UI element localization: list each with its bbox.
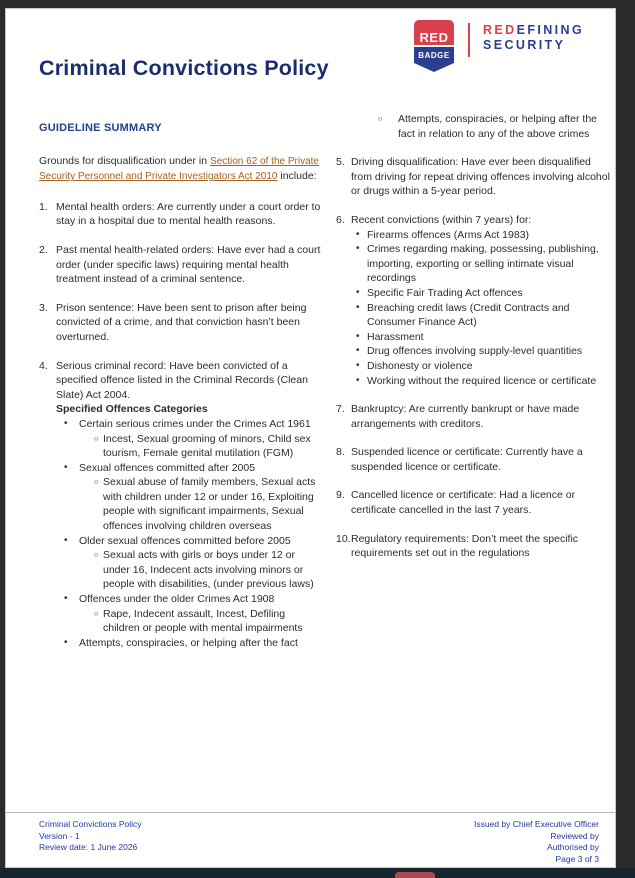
item-text: Harassment <box>367 330 424 343</box>
item-text: Sexual acts with girls or boys under 12 or under 16, Indecent acts involving minors or people with disabilities, (under previous laws) <box>103 549 314 591</box>
dot-bullet-icon: • <box>356 286 360 298</box>
dot-bullet-icon: • <box>356 345 360 357</box>
item-text: Sexual abuse of family members, Sexual acts with children under 12 or under 16, Exploiting people with significant impairments, Sexual offences involving children overseas <box>103 476 316 533</box>
item-text: Offences under the older Crimes Act 1908 <box>79 593 275 606</box>
item-body <box>56 200 324 229</box>
logo-divider <box>468 23 470 57</box>
item-text: Driving disqualification: Have ever been disqualified from driving for repeat driving offences involving alcohol or drugs within a 5-year period. <box>351 156 610 198</box>
item-number: 6. <box>336 213 345 226</box>
footer-right-block <box>474 819 599 865</box>
dot-bullet-icon: • <box>356 359 360 371</box>
red-badge-logo <box>414 20 584 72</box>
item-body <box>103 475 324 533</box>
dot-bullet-icon: • <box>64 636 68 648</box>
item-text: Firearms offences (Arms Act 1983) <box>367 228 530 241</box>
item-text: Incest, Sexual grooming of minors, Child sex tourism, Female genital mutilation (FGM) <box>103 432 311 460</box>
circle-bullet-icon: ○ <box>378 114 383 123</box>
circle-bullet-icon: ○ <box>94 608 99 618</box>
item-text: Breaching credit laws (Credit Contracts and Consumer Finance Act) <box>367 301 570 329</box>
item-text: Working without the required licence or certificate <box>367 374 597 387</box>
numbered-item <box>336 213 612 388</box>
bullet-item <box>356 374 612 389</box>
item-number: 4. <box>39 359 48 372</box>
bullet-item <box>356 330 612 345</box>
numbered-item <box>336 155 612 199</box>
item-body <box>398 112 612 141</box>
footer-left-block <box>39 819 142 865</box>
item-body <box>351 155 612 199</box>
item-body <box>367 301 612 330</box>
footer-line: Issued by Chief Executive Officer <box>473 819 599 829</box>
item-body <box>351 488 612 517</box>
footer-divider <box>6 812 615 813</box>
item-body <box>79 417 324 461</box>
item-text: Mental health orders: Are currently under a court order to stay in a hospital due to mental health reasons. <box>56 200 321 228</box>
shield-point <box>414 63 454 72</box>
item-text: Dishonesty or violence <box>367 359 473 372</box>
item-body <box>79 636 324 651</box>
item-body <box>103 432 324 461</box>
intro-paragraph <box>39 154 324 185</box>
circle-bullet-icon: ○ <box>94 477 99 487</box>
item-number: 8. <box>336 446 345 459</box>
intro-prefix: Grounds for disqualification under in <box>39 154 211 167</box>
bullet-item <box>64 636 324 651</box>
item-text: Suspended licence or certificate: Currently have a suspended licence or certificate. <box>351 446 583 473</box>
bullet-item <box>64 534 324 592</box>
numbered-item <box>39 200 324 229</box>
right-list <box>336 112 612 561</box>
bullet-item <box>356 228 612 243</box>
bullet-item <box>94 607 324 636</box>
tagline-line2: SECURITY <box>483 38 566 52</box>
item-text: Past mental health-related orders: Have ever had a court order (under specific laws) requiring mental health treatment instead of a criminal sentence. <box>56 243 321 286</box>
item-body <box>103 548 324 592</box>
item-text: Specific Fair Trading Act offences <box>367 286 523 299</box>
item-body <box>56 243 324 287</box>
numbered-item <box>39 359 324 651</box>
item-body <box>351 532 612 561</box>
page-gap-band <box>0 868 635 878</box>
item-number: 1. <box>39 200 48 213</box>
left-column <box>39 121 324 664</box>
item-body <box>79 461 324 534</box>
item-body <box>367 242 612 286</box>
item-text: Crimes regarding making, possessing, publishing, importing, exporting or selling intimate visual recordings <box>367 243 599 285</box>
footer-line: Reviewed by <box>550 830 599 841</box>
bullet-item <box>356 344 612 359</box>
bullet-item <box>356 242 612 286</box>
bullet-item <box>64 461 324 534</box>
left-list <box>39 200 324 651</box>
circle-bullet-icon: ○ <box>94 550 99 560</box>
numbered-item <box>39 243 324 287</box>
statute-link[interactable]: Section 62 of the Private Security Personnel and Private Investigators Act 2010 <box>39 155 319 183</box>
item-body <box>103 607 324 636</box>
item-text: Older sexual offences committed before 2005 <box>79 534 291 547</box>
page-title: Criminal Convictions Policy <box>39 56 329 80</box>
item-text: Regulatory requirements: Don’t meet the specific requirements set out in the regulations <box>351 532 579 560</box>
sub-heading: Specified Offences Categories <box>56 403 208 416</box>
item-text: Serious criminal record: Have been convicted of a specified offence listed in the Criminal Records (Clean Slate) Act 2004. <box>56 359 308 401</box>
item-number: 5. <box>336 156 345 169</box>
dot-bullet-icon: • <box>64 417 68 429</box>
item-text: Recent convictions (within 7 years) for: <box>351 213 532 226</box>
item-body <box>351 402 612 431</box>
item-body <box>79 592 324 636</box>
dot-bullet-icon: • <box>64 534 68 546</box>
bullet-item <box>94 548 324 592</box>
item-body <box>367 359 612 374</box>
item-body <box>367 374 612 389</box>
numbered-item <box>336 532 612 561</box>
item-body <box>367 228 612 243</box>
bullet-item <box>356 286 612 301</box>
item-body <box>351 445 612 474</box>
document-page <box>5 8 616 868</box>
dot-bullet-icon: • <box>64 461 68 473</box>
dot-bullet-icon: • <box>356 243 360 255</box>
item-body <box>367 286 612 301</box>
bullet-item <box>356 301 612 330</box>
bullet-item <box>64 417 324 461</box>
dot-bullet-icon: • <box>64 593 68 605</box>
item-text: Cancelled licence or certificate: Had a licence or certificate cancelled in the last 7 years. <box>351 489 576 517</box>
dot-bullet-icon: • <box>356 228 360 240</box>
footer-line: Criminal Convictions Policy <box>39 819 142 829</box>
next-page-logo-peek <box>395 872 435 878</box>
item-text: Sexual offences committed after 2005 <box>79 461 256 474</box>
shield-bottom-label: BADGE <box>414 45 454 63</box>
item-text: Bankruptcy: Are currently bankrupt or have made arrangements with creditors. <box>351 403 580 430</box>
item-number: 3. <box>39 301 48 314</box>
item-text: Drug offences involving supply-level quantities <box>367 345 583 358</box>
logo-tagline <box>483 23 584 53</box>
tagline-rest-part: EFINING <box>516 23 585 37</box>
item-body <box>367 330 612 345</box>
right-column <box>336 112 612 575</box>
dot-bullet-icon: • <box>356 330 360 342</box>
item-text: Attempts, conspiracies, or helping after the fact in relation to any of the above crimes <box>398 113 598 140</box>
item-number: 9. <box>336 489 345 502</box>
section-heading: GUIDELINE SUMMARY <box>39 122 162 134</box>
numbered-item <box>39 301 324 345</box>
item-body <box>56 359 324 651</box>
bullet-item <box>64 592 324 636</box>
bullet-item <box>94 475 324 533</box>
numbered-item <box>336 445 612 474</box>
item-body <box>79 534 324 592</box>
item-number: 2. <box>39 243 48 256</box>
numbered-item <box>336 402 612 431</box>
footer-line: Version - 1 <box>39 830 80 841</box>
dot-bullet-icon: • <box>356 301 360 313</box>
item-body <box>367 344 612 359</box>
bullet-item <box>378 112 612 141</box>
intro-suffix: include: <box>277 170 317 183</box>
item-number: 10. <box>336 532 351 545</box>
item-text: Attempts, conspiracies, or helping after the fact <box>79 636 298 649</box>
dot-bullet-icon: • <box>356 374 360 386</box>
item-text: Rape, Indecent assault, Incest, Defiling children or people with mental impairments <box>103 607 303 635</box>
item-text: Certain serious crimes under the Crimes Act 1961 <box>79 417 311 430</box>
tagline-line1 <box>483 23 584 38</box>
item-number: 7. <box>336 403 345 416</box>
tagline-red-part: RED <box>483 23 517 37</box>
footer-line: Page 3 of 3 <box>555 853 599 864</box>
page-footer <box>39 819 599 865</box>
item-body <box>351 213 612 388</box>
bullet-item <box>356 359 612 374</box>
footer-line: Review date: 1 June 2026 <box>39 842 138 852</box>
item-body <box>56 301 324 345</box>
circle-bullet-icon: ○ <box>94 433 99 443</box>
footer-line: Authorised by <box>547 842 599 852</box>
bullet-item <box>94 432 324 461</box>
shield-top-label: RED <box>414 20 454 45</box>
shield-icon <box>414 20 454 72</box>
numbered-item <box>336 488 612 517</box>
item-text: Prison sentence: Have been sent to prison after being convicted of a crime, and that conviction hasn’t been overturned. <box>56 301 307 343</box>
